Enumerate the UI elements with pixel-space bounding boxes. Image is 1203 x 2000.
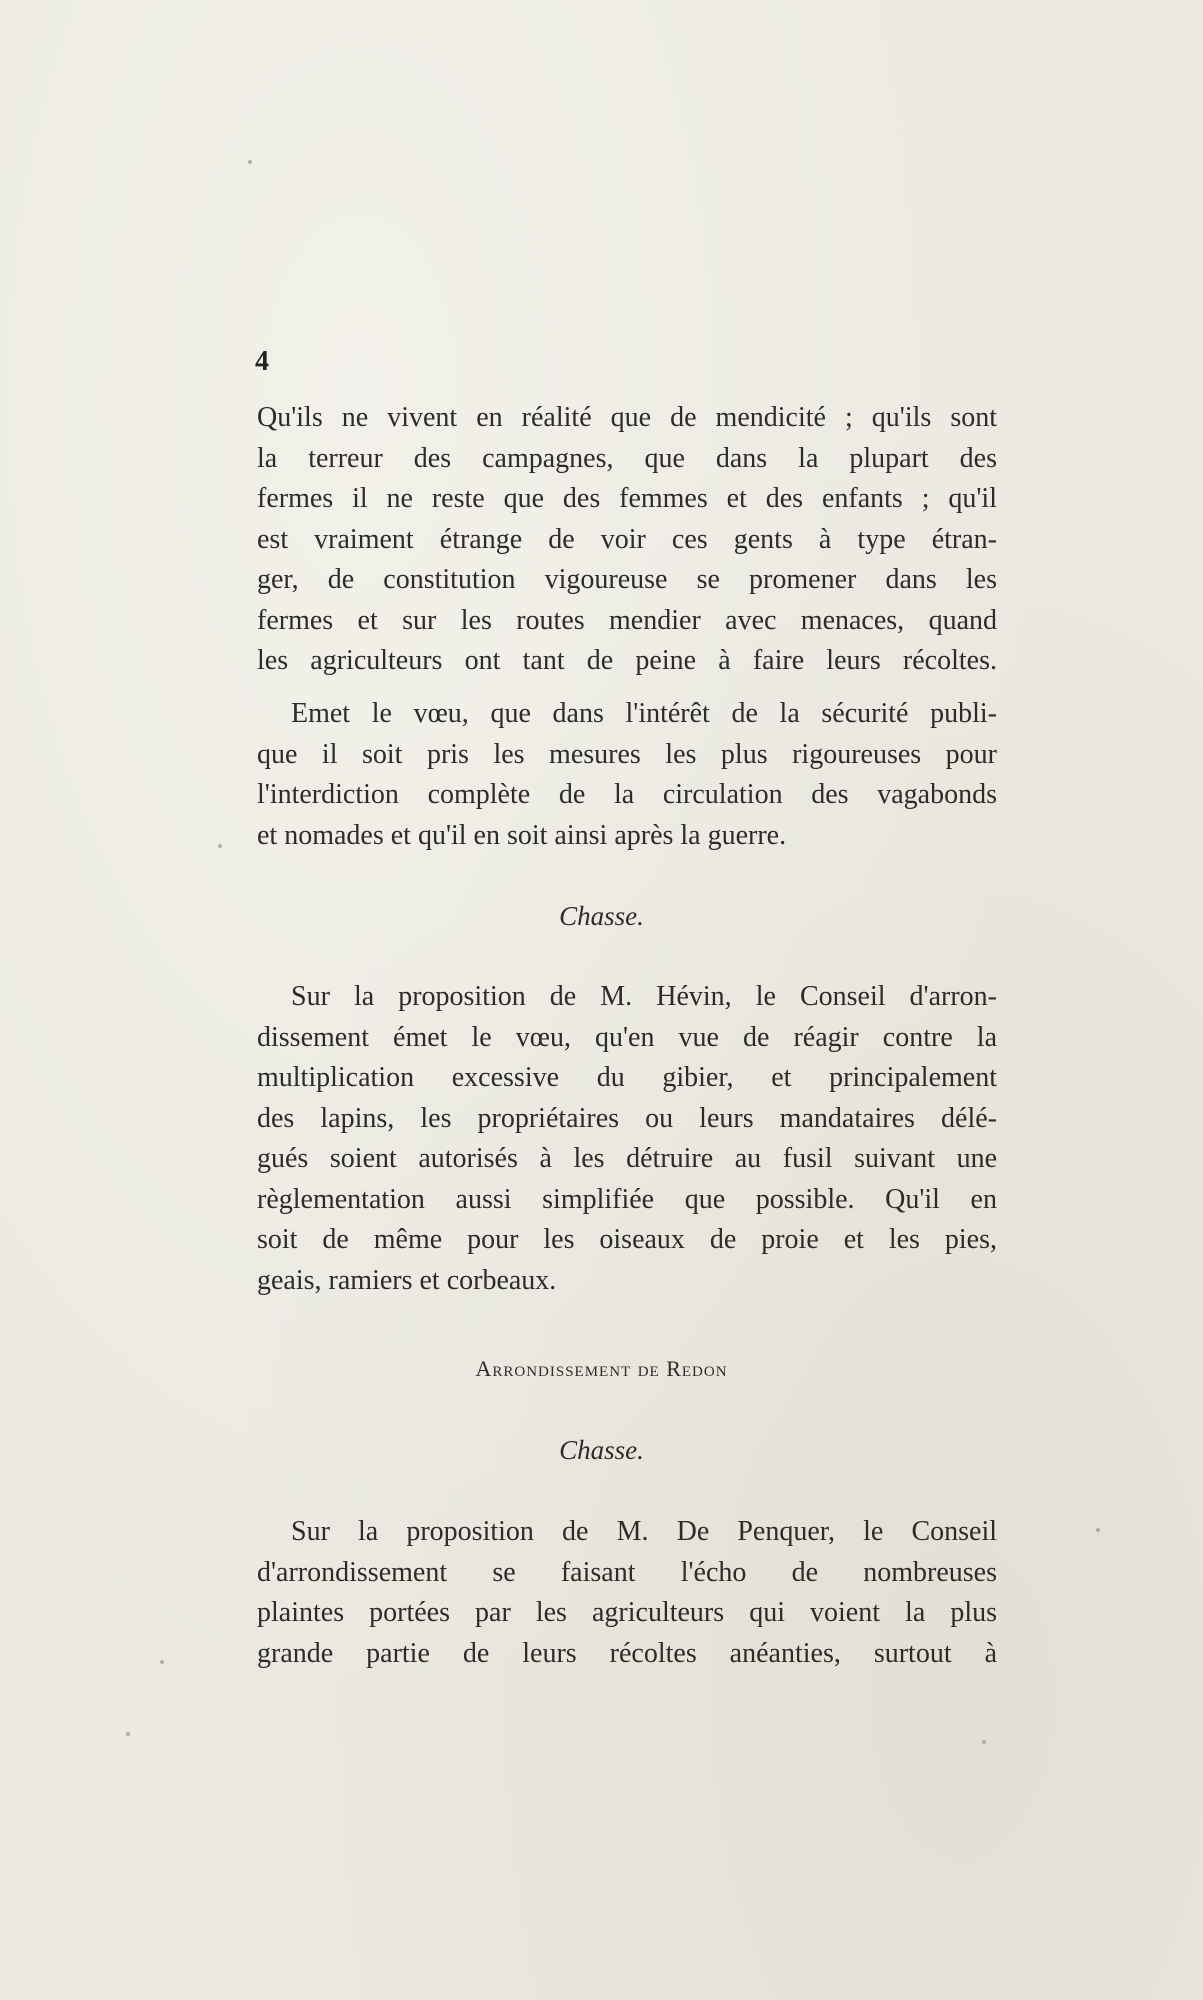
paragraph-voeu-securite [257,694,997,856]
page-number: 4 [255,346,269,377]
section-heading-chasse: Chasse. [559,1435,644,1465]
text-line: Emet le vœu, que dans l'intérêt de la sécurité publi- [291,698,997,729]
paper-speck [218,844,222,848]
paragraph-chasse-hevin [257,977,997,1301]
text-line: gués soient autorisés à les détruire au fusil suivant une [257,1143,997,1174]
text-line: la terreur des campagnes, que dans la plupart des [257,442,997,474]
paragraph-vagabonds-description [257,398,997,682]
paper-speck [982,1740,986,1744]
section-heading-arrondissement: Arrondissement de Redon [475,1356,728,1381]
paragraph-chasse-penquer [257,1512,997,1674]
text-line: multiplication excessive du gibier, et principalement [257,1062,997,1093]
text-line: que il soit pris les mesures les plus rigoureuses pour [257,738,997,770]
text-line: les agriculteurs ont tant de peine à faire leurs récoltes. [257,645,997,676]
text-line: règlementation aussi simplifiée que possible. Qu'il en [257,1183,997,1215]
text-line: ger, de constitution vigoureuse se promener dans les [257,564,997,595]
section-heading-chasse: Chasse. [559,901,644,931]
text-line: Sur la proposition de M. Hévin, le Conseil d'arron- [291,981,997,1012]
paper-speck [248,160,252,164]
text-line: d'arrondissement se faisant l'écho de nombreuses [257,1556,997,1588]
text-line: Sur la proposition de M. De Penquer, le Conseil [291,1516,997,1547]
text-line: l'interdiction complète de la circulation des vagabonds [257,779,997,810]
paper-speck [160,1660,164,1664]
text-line: fermes il ne reste que des femmes et des enfants ; qu'il [257,483,997,514]
paper-speck [126,1732,130,1736]
text-line: dissement émet le vœu, qu'en vue de réagir contre la [257,1021,997,1053]
paper-speck [1096,1528,1100,1532]
text-line: fermes et sur les routes mendier avec menaces, quand [257,604,997,636]
text-line: grande partie de leurs récoltes anéanties, surtout à [257,1637,997,1669]
text-line: est vraiment étrange de voir ces gents à type étran- [257,523,997,555]
text-line: soit de même pour les oiseaux de proie et les pies, [257,1224,997,1255]
text-line: et nomades et qu'il en soit ainsi après la guerre. [257,819,787,851]
text-line: des lapins, les propriétaires ou leurs mandataires délé- [257,1102,997,1134]
text-line: geais, ramiers et corbeaux. [257,1264,557,1296]
text-line: plaintes portées par les agriculteurs qui voient la plus [257,1597,997,1628]
text-line: Qu'ils ne vivent en réalité que de mendicité ; qu'ils sont [257,402,997,433]
